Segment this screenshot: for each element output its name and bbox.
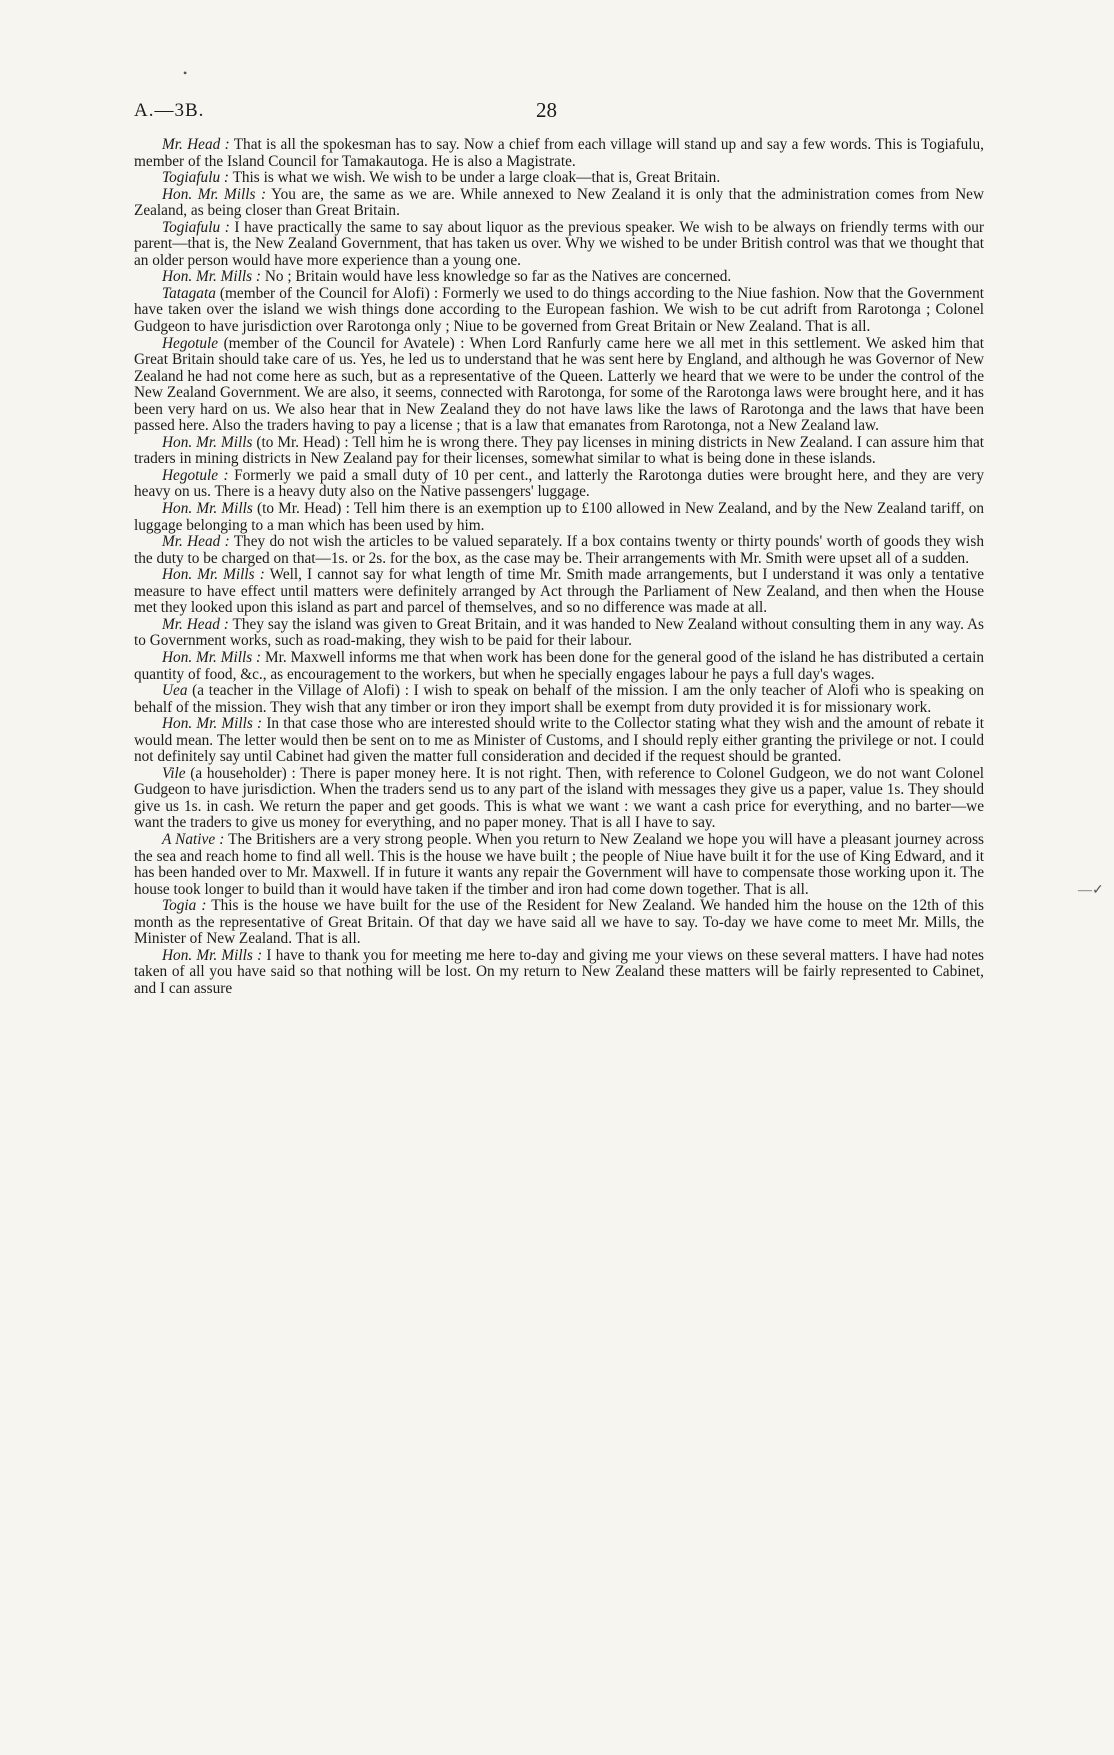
paragraph — [134, 716, 984, 766]
paragraph — [134, 650, 984, 683]
paragraph — [134, 501, 984, 534]
paragraph — [134, 269, 984, 286]
speech-text: This is what we wish. We wish to be under a large cloak—that is, Great Britain. — [229, 169, 721, 187]
speech-text: Well, I cannot say for what length of time Mr. Smith made arrangements, but I understand it was only a tentative measure to have effect until matters were definitely arranged by Act through the Parliament of New Zealand, and then when the House met they looked upon this island as part and parcel of themselves, and so no difference was made at all. — [134, 566, 985, 617]
margin-dot: • — [183, 66, 188, 80]
speaker-name: Togiafulu : — [162, 169, 230, 187]
speaker-name: Hon. Mr. Mills — [162, 500, 253, 518]
speaker-name: Togia : — [162, 897, 207, 915]
speaker-name: Hon. Mr. Mills : — [162, 566, 265, 584]
speech-text: No ; Britain would have less knowledge so far as the Natives are concerned. — [261, 268, 732, 286]
page-header — [134, 100, 984, 128]
paragraph — [134, 617, 984, 650]
speech-text: (to Mr. Head) : Tell him he is wrong there. They pay licenses in mining districts in New Zealand. I can assure him that traders in mining districts in New Zealand pay for their licenses, somewhat similar to what is being done in these islands. — [134, 433, 984, 468]
speaker-name: Mr. Head : — [162, 533, 230, 551]
speaker-name: Hon. Mr. Mills : — [162, 185, 267, 203]
paragraph — [134, 766, 984, 832]
paragraph — [134, 683, 984, 716]
speech-text: This is the house we have built for the use of the Resident for New Zealand. We handed him the house on the 12th of this month as the representative of Great Britain. Of that day we have said all we have to say. To-day we have come to meet Mr. Mills, the Minister of New Zealand. That is all. — [134, 897, 984, 948]
speaker-name: Hon. Mr. Mills : — [162, 946, 263, 964]
page-number: 28 — [536, 98, 557, 122]
speaker-name: Hon. Mr. Mills — [162, 433, 253, 451]
body-text — [134, 137, 984, 997]
paragraph — [134, 286, 984, 336]
speaker-name: Mr. Head : — [162, 615, 229, 633]
speaker-name: Tatagata — [162, 284, 216, 302]
speech-text: (to Mr. Head) : Tell him there is an exemption up to £100 allowed in New Zealand, and by the New Zealand tariff, on luggage belonging to a man which has been used by him. — [134, 500, 984, 534]
speech-text: Mr. Maxwell informs me that when work has been done for the general good of the island he has distributed a certain quantity of food, &c., as encouragement to the workers, but when he specially engages labour he pays a full day's wages. — [134, 648, 984, 683]
speaker-name: Hon. Mr. Mills : — [162, 648, 262, 666]
speech-text: You are, the same as we are. While annexed to New Zealand it is only that the administration comes from New Zealand, as being closer than Great Britain. — [134, 185, 984, 220]
paragraph — [134, 534, 984, 567]
paragraph — [134, 468, 984, 501]
speaker-name: Hon. Mr. Mills : — [162, 268, 262, 286]
speech-text: (a householder) : There is paper money here. It is not right. Then, with reference to Colonel Gudgeon, we do not want Colonel Gudgeon to have jurisdiction. When the traders send us to any part of the island with messages they give us a paper, value 1s. They should give us 1s. in cash. We return the paper and get goods. This is what we want : we want a cash price for everything, and no barter—we want the traders to give us money for everything, and no paper money. That is all I have to say. — [134, 764, 984, 832]
speaker-name: A Native : — [162, 830, 225, 848]
speech-text: That is all the spokesman has to say. Now a chief from each village will stand up and say a few words. This is Togiafulu, member of the Island Council for Tamakautoga. He is also a Magistrate. — [134, 136, 984, 170]
paragraph — [134, 832, 984, 898]
speaker-name: Togiafulu : — [162, 218, 230, 236]
speech-text: I have to thank you for meeting me here to-day and giving me your views on these several matters. I have had notes taken of all you have said so that nothing will be lost. On my return to New Zealand these matters will be fairly represented to Cabinet, and I can assure — [134, 946, 984, 997]
speech-text: They say the island was given to Great Britain, and it was handed to New Zealand without consulting them in any way. As to Government works, such as road-making, they wish to be paid for their labour. — [134, 615, 984, 650]
speaker-name: Hegotule — [162, 334, 219, 352]
speech-text: (a teacher in the Village of Alofi) : I wish to speak on behalf of the mission. I am the only teacher of Alofi who is speaking on behalf of the mission. They wish that any timber or iron they import shall be exempt from duty provided it is for missionary work. — [134, 682, 984, 716]
speech-text: I have practically the same to say about liquor as the previous speaker. We wish to be always on friendly terms with our parent—that is, the New Zealand Government, that has taken us over. Why we wished to be under British control was that we thought that an older person would have more experience than a young one. — [134, 218, 984, 269]
speaker-name: Hegotule : — [162, 466, 229, 484]
speaker-name: Hon. Mr. Mills : — [162, 715, 263, 733]
speech-text: In that case those who are interested should write to the Collector stating what they wish and the amount of rebate it would mean. The letter would then be sent on to me as Minister of Customs, and I should reply either granting the privilege or not. I could not definitely say until Cabinet had given the matter full consideration and decided if the request should be granted. — [134, 715, 984, 766]
paragraph — [134, 187, 984, 220]
speech-text: The Britishers are a very strong people. When you return to New Zealand we hope you will have a pleasant journey across the sea and reach home to find all well. This is the house we have built ; the people of Niue have built it for the use of King Edward, and it has been handed over to Mr. Maxwell. If in future it wants any repair the Government will have to compensate those working upon it. The house took longer to build than it would have taken if the timber and iron had come down together. That is all. — [134, 830, 984, 898]
speech-text: (member of the Council for Avatele) : When Lord Ranfurly came here we all met in this settlement. We asked him that Great Britain should take care of us. Yes, he led us to understand that he was sent here by England, and although he was Governor of New Zealand he had not come here as such, but as a representative of the Queen. Latterly we heard that we were to be under the control of the New Zealand Government. We are also, it seems, connected with Rarotonga, for some of the Rarotonga laws were brought here, and it has been very hard on us. We also hear that in New Zealand they do not have laws like the laws of Rarotonga and the laws that have been passed here. Also the traders having to pay a license ; that is a law that emanates from Rarotonga, not a New Zealand law. — [134, 334, 984, 435]
paragraph — [134, 898, 984, 948]
paragraph — [134, 948, 984, 998]
speaker-name: Mr. Head : — [162, 136, 230, 153]
paragraph — [134, 137, 984, 170]
paragraph — [134, 435, 984, 468]
document-reference: A.—3B. — [134, 100, 205, 121]
speaker-name: Vile — [162, 764, 186, 782]
paragraph — [134, 567, 984, 617]
speech-text: Formerly we paid a small duty of 10 per cent., and latterly the Rarotonga duties were brought here, and they are very heavy on us. There is a heavy duty also on the Native passengers' luggage. — [134, 466, 984, 501]
paragraph — [134, 336, 984, 435]
paragraph — [134, 170, 984, 187]
speech-text: They do not wish the articles to be valued separately. If a box contains twenty or thirty pounds' worth of goods they wish the duty to be charged on that—1s. or 2s. for the box, as the case may be. Their arrangements with Mr. Smith were upset all of a sudden. — [134, 533, 984, 567]
paragraph — [134, 220, 984, 270]
margin-arrow-mark: —✓ — [1078, 883, 1104, 898]
speaker-name: Uea — [162, 682, 188, 700]
speech-text: (member of the Council for Alofi) : Formerly we used to do things according to the Niue fashion. Now that the Government have taken over the island we wish things done according to the European fashion. We wish to be cut adrift from Rarotonga ; Colonel Gudgeon to have jurisdiction over Rarotonga only ; Niue to be governed from Great Britain or New Zealand. That is all. — [134, 284, 984, 336]
